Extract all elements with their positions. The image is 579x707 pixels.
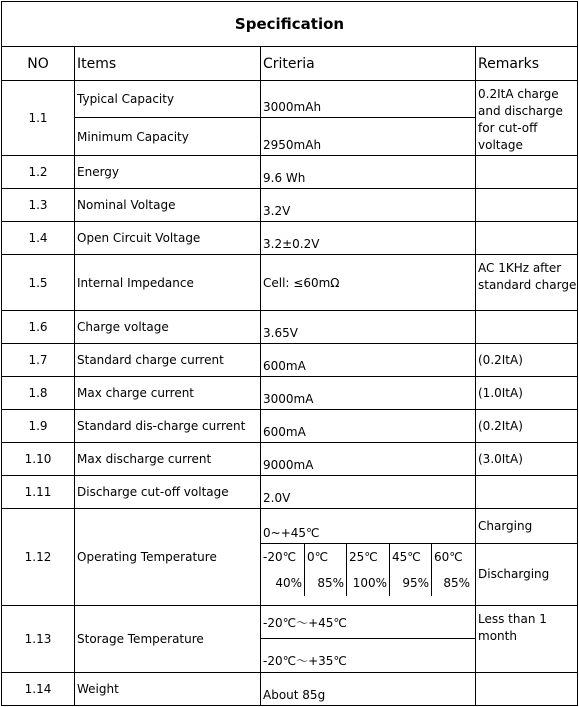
criteria-value: 3.2V <box>261 189 476 222</box>
specification-table <box>1 1 578 706</box>
charge-temperature-range: 0~+45℃ <box>263 526 320 540</box>
criteria-value: 3000mAh <box>261 81 476 118</box>
criteria-value: About 85g <box>261 673 476 706</box>
remark-text <box>476 673 578 706</box>
remark-text: 0.2ItA charge and discharge for cut-off voltage <box>476 81 578 156</box>
row-number: 1.5 <box>2 255 75 311</box>
operating-temperature-criteria <box>261 509 476 606</box>
remark-text <box>476 189 578 222</box>
row-number: 1.2 <box>2 156 75 189</box>
row-number: 1.8 <box>2 377 75 410</box>
operating-temperature-remarks <box>476 509 578 606</box>
item-label: Operating Temperature <box>75 509 261 606</box>
item-label: Internal Impedance <box>75 255 261 311</box>
percent-cell: 95% <box>390 570 432 596</box>
remark-text <box>476 222 578 255</box>
criteria-value: 2950mAh <box>261 118 476 156</box>
criteria-value: 2.0V <box>261 476 476 509</box>
item-label: Energy <box>75 156 261 189</box>
criteria-value: 3.65V <box>261 311 476 344</box>
item-label: Nominal Voltage <box>75 189 261 222</box>
table-row <box>2 156 578 189</box>
table-row <box>2 377 578 410</box>
criteria-value: -20℃～+45℃ <box>261 606 476 639</box>
row-number: 1.10 <box>2 443 75 476</box>
percent-cell: 85% <box>443 576 470 590</box>
criteria-value: -20℃～+35℃ <box>261 639 476 673</box>
charging-remark: Charging <box>476 509 577 544</box>
temp-cell: 60℃ <box>434 550 463 564</box>
remark-text <box>476 156 578 189</box>
item-label: Standard charge current <box>75 344 261 377</box>
row-number: 1.9 <box>2 410 75 443</box>
table-row <box>2 673 578 706</box>
table-row <box>2 606 578 639</box>
header-criteria: Criteria <box>261 47 476 81</box>
criteria-value: 600mA <box>261 344 476 377</box>
table-row <box>2 509 578 606</box>
row-number: 1.1 <box>2 81 75 156</box>
table-row <box>2 443 578 476</box>
remark-text: (0.2ItA) <box>476 410 578 443</box>
item-label: Max discharge current <box>75 443 261 476</box>
header-remarks: Remarks <box>476 47 578 81</box>
row-number: 1.13 <box>2 606 75 673</box>
table-title: Specification <box>2 2 578 47</box>
item-label: Standard dis-charge current <box>75 410 261 443</box>
criteria-value: 3.2±0.2V <box>261 222 476 255</box>
table-row <box>2 222 578 255</box>
row-number: 1.3 <box>2 189 75 222</box>
item-label: Weight <box>75 673 261 706</box>
table-row <box>2 410 578 443</box>
table-row <box>2 344 578 377</box>
row-number: 1.7 <box>2 344 75 377</box>
percent-cell: 100% <box>347 570 390 596</box>
header-items: Items <box>75 47 261 81</box>
item-label: Storage Temperature <box>75 606 261 673</box>
criteria-value: Cell: ≤60mΩ <box>261 255 476 311</box>
remark-text: (0.2ItA) <box>476 344 578 377</box>
row-number: 1.12 <box>2 509 75 606</box>
discharge-temperature-grid <box>261 544 475 596</box>
item-label: Max charge current <box>75 377 261 410</box>
criteria-value: 3000mA <box>261 377 476 410</box>
table-row <box>2 189 578 222</box>
criteria-value: 600mA <box>261 410 476 443</box>
table-row <box>2 311 578 344</box>
remark-text: Less than 1 month <box>476 606 578 673</box>
row-number: 1.14 <box>2 673 75 706</box>
discharging-remark: Discharging <box>478 567 550 581</box>
row-number: 1.4 <box>2 222 75 255</box>
item-label: Minimum Capacity <box>75 118 261 156</box>
temp-cell: 0℃ <box>305 544 347 570</box>
table-row <box>2 255 578 311</box>
table-row <box>2 81 578 118</box>
row-number: 1.11 <box>2 476 75 509</box>
header-no: NO <box>2 47 75 81</box>
table-row <box>2 476 578 509</box>
percent-cell: 40% <box>261 570 305 596</box>
criteria-value: 9000mA <box>261 443 476 476</box>
temp-cell: -20℃ <box>261 544 305 570</box>
percent-cell: 85% <box>305 570 347 596</box>
item-label: Discharge cut-off voltage <box>75 476 261 509</box>
row-number: 1.6 <box>2 311 75 344</box>
remark-text: (3.0ItA) <box>476 443 578 476</box>
temp-cell: 45℃ <box>390 544 432 570</box>
header-row <box>2 47 578 81</box>
remark-text <box>476 476 578 509</box>
item-label: Open Circuit Voltage <box>75 222 261 255</box>
remark-text <box>476 311 578 344</box>
item-label: Charge voltage <box>75 311 261 344</box>
item-label: Typical Capacity <box>75 81 261 118</box>
remark-text: (1.0ItA) <box>476 377 578 410</box>
criteria-value: 9.6 Wh <box>261 156 476 189</box>
temp-cell: 25℃ <box>347 544 390 570</box>
remark-text: AC 1KHz after standard charge <box>476 255 578 311</box>
